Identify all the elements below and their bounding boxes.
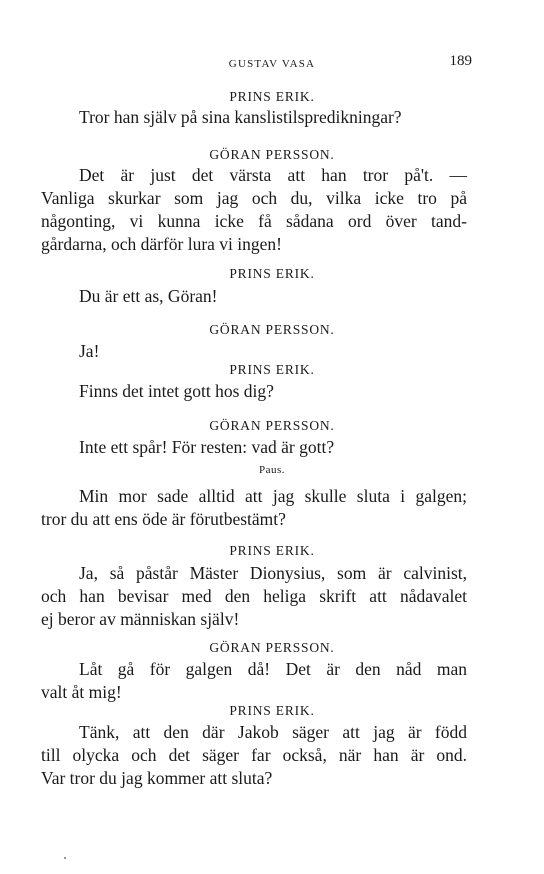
speaker-name: GÖRAN PERSSON. xyxy=(209,322,335,337)
print-speck xyxy=(64,857,66,859)
dialogue-line: gårdarna, och därför lura vi ingen! xyxy=(41,234,283,254)
page-number: 189 xyxy=(449,53,472,69)
dialogue-line: Du är ett as, Göran! xyxy=(79,286,218,306)
dialogue-line: Tänk, att den där Jakob säger att jag är född xyxy=(79,722,467,742)
speaker-name: PRINS ERIK. xyxy=(229,89,315,104)
speaker-name: PRINS ERIK. xyxy=(229,266,315,281)
dialogue-line: Ja, så påstår Mäster Dionysius, som är calvinist, xyxy=(79,563,467,583)
dialogue-line: Vanliga skurkar som jag och du, vilka icke tro på xyxy=(41,188,467,208)
stage-direction: Paus. xyxy=(258,464,286,476)
dialogue-line: någonting, vi kunna icke få sådana ord över tand- xyxy=(41,211,467,231)
speaker-name: GÖRAN PERSSON. xyxy=(209,640,335,655)
dialogue-line: Inte ett spår! För resten: vad är gott? xyxy=(79,437,335,457)
dialogue-line: Var tror du jag kommer att sluta? xyxy=(41,768,273,788)
dialogue-line: tror du att ens öde är förutbestämt? xyxy=(41,509,286,529)
speaker-name: PRINS ERIK. xyxy=(229,703,315,718)
dialogue-line: Min mor sade alltid att jag skulle sluta i galgen; xyxy=(79,486,467,506)
dialogue-line: Det är just det värsta att han tror på't. — xyxy=(79,165,467,185)
running-header-title: GUSTAV VASA xyxy=(228,58,316,70)
dialogue-line: valt åt mig! xyxy=(41,682,122,702)
speaker-name: GÖRAN PERSSON. xyxy=(209,147,335,162)
dialogue-line: till olycka och det säger far också, när han är ond. xyxy=(41,745,467,765)
speaker-name: PRINS ERIK. xyxy=(229,362,315,377)
speaker-name: PRINS ERIK. xyxy=(229,543,315,558)
dialogue-line: Finns det intet gott hos dig? xyxy=(79,381,274,401)
dialogue-line: Låt gå för galgen då! Det är den nåd man xyxy=(79,659,467,679)
dialogue-line: och han bevisar med den heliga skrift att nådavalet xyxy=(41,586,467,606)
dialogue-line: Ja! xyxy=(79,341,100,361)
dialogue-line: Tror han själv på sina kanslistilspredikningar? xyxy=(79,107,402,127)
speaker-name: GÖRAN PERSSON. xyxy=(209,418,335,433)
dialogue-line: ej beror av människan själv! xyxy=(41,609,240,629)
